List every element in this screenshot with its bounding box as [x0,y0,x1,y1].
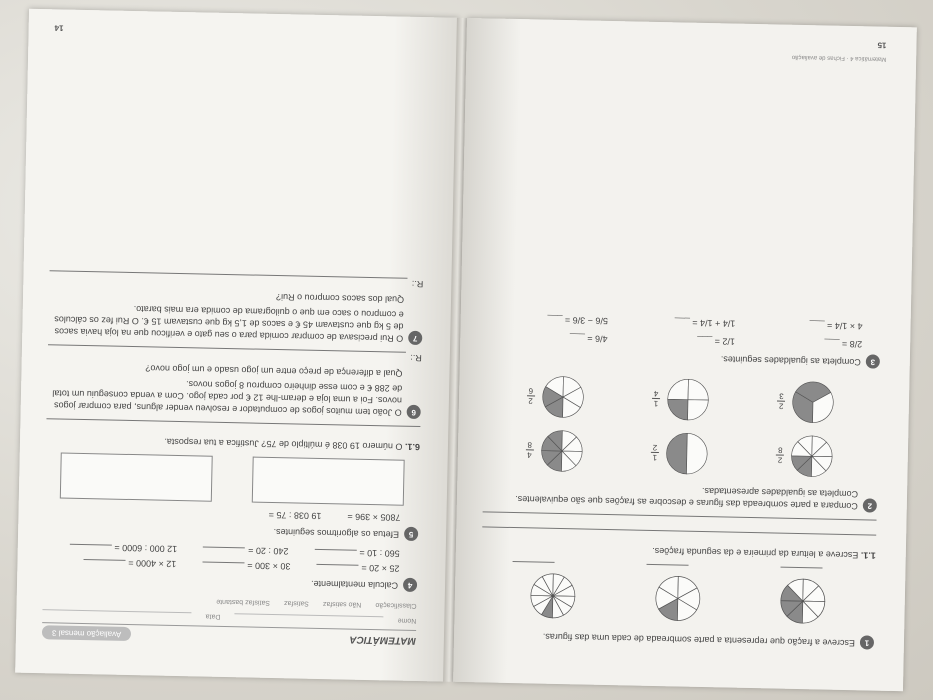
question-text: Escreve a fração que representa a parte sombreada de cada uma das figuras. [542,631,856,649]
date-label: Data [205,612,221,620]
question-text: Calcula mentalmente. [310,578,399,591]
answer-blank[interactable] [69,544,111,546]
fraction-bar [777,401,785,402]
right-page-content [480,40,887,656]
question-number: 3 [866,354,880,368]
pie-figure [662,429,711,478]
fraction-label [777,392,785,411]
calc-item: 30 × 300 = [202,559,290,573]
shaded-sector [667,399,688,420]
open-workbook [15,9,917,691]
algorithm-item: 7805 × 396 = [347,511,401,523]
fraction-label [527,387,535,406]
fraction-label [651,443,659,462]
question-7 [48,301,423,345]
answer-blank[interactable] [202,562,244,564]
algorithm-item: 19 038 : 75 = [268,509,322,522]
grade-label: Classificação [375,601,417,610]
question-number: 7 [408,331,422,345]
fraction-label [525,441,533,460]
fraction-pie-cell [497,426,613,476]
right-page [453,18,917,691]
left-page-content [42,23,428,647]
denominator: 6 [528,386,534,396]
shaded-sector [666,433,687,474]
numerator: 2 [778,402,784,412]
pie-figure [527,569,580,622]
work-boxes [45,452,420,506]
calc-item: 12 000 : 6000 = [69,541,177,555]
fraction-pie-cell [624,374,740,424]
answer-blank[interactable] [316,564,358,566]
pie-figure [788,432,837,481]
left-page [15,9,459,682]
fraction-pie-cell [499,372,615,422]
fraction-bar [652,398,660,399]
answer-blank[interactable] [781,567,823,569]
question-number: 5 [404,527,418,541]
pie-figure [651,572,704,625]
question-text: O Rui precisava de comprar comida para o seu gato e verificou que na loja havia sacos de 5 kg que custavam 45 € e sacos de 1,5 kg que custavam 15 €. O Rui fez os cálculos e comprou o saco em que o quilograma de comida era mais barato. [54,304,404,344]
blank-sector [686,433,707,474]
page-header [42,622,416,647]
answer-blank[interactable] [314,549,356,551]
pie-figure [789,378,838,427]
assessment-badge: Avaliação mensal 3 [42,625,132,641]
fraction-label [776,446,784,465]
fraction-label [652,389,660,408]
fraction-bar [527,396,535,397]
question-number: 1 [860,635,874,649]
answer-blank[interactable] [83,559,125,561]
pie-figure [538,373,587,422]
grade-option: Satisfaz [283,599,309,607]
fraction-figures-row [480,564,875,632]
subject-title: MATEMÁTICA [349,633,417,647]
answer-blank[interactable] [513,561,555,563]
equality-item[interactable]: 1/2 = ___ [697,335,736,347]
question-number: 2 [863,498,877,512]
name-label: Nome [397,616,417,625]
numerator: 2 [777,456,783,466]
grade-option: Satisfaz bastante [216,597,271,606]
question-2 [483,480,877,512]
date-line[interactable] [42,609,191,621]
equivalent-fractions-grid [483,367,879,485]
fraction-pie-cell [748,431,864,481]
work-box[interactable] [60,453,213,502]
blank-sector [688,400,709,421]
denominator: 3 [779,392,784,402]
denominator: 2 [652,443,658,453]
fraction-bar [651,452,659,453]
pie-figure [537,427,586,476]
denominator: 8 [527,440,533,450]
numerator: 1 [652,453,658,463]
denominator: 4 [653,389,659,399]
numerator: 2 [528,396,533,406]
calc-item: 560 : 10 = [314,546,400,560]
equality-item[interactable]: 4 × 1/4 = ___ [809,320,863,332]
equalities [486,312,881,350]
answer-label: R.: [410,352,422,364]
blank-sector [668,379,689,400]
answer-label: R.: [411,278,424,290]
numerator: 4 [527,450,532,460]
equality-item[interactable]: 4/6 = ___ [569,333,608,344]
numerator: 1 [653,399,659,409]
answer-blank[interactable] [647,564,689,566]
calc-item: 12 × 4000 = [83,556,176,570]
publisher-footer: Matemática 4 · Fichas de avaliação [791,53,887,62]
page-number: 15 [877,40,887,50]
question-prompt: Qual dos sacos comprou o Rui? [275,292,405,305]
fraction-bar [776,455,784,456]
question-number: 6 [407,405,421,419]
calc-item: 25 × 20 = [316,561,399,575]
work-box[interactable] [252,457,405,506]
fraction-pie-cell [623,428,739,478]
question-text: 1.1. Escreve a leitura da primeira e da segunda frações. [652,545,876,561]
equality-item[interactable]: 2/8 = ___ [824,338,863,350]
grade-option: Não satisfaz [322,600,362,608]
pie-figure [776,575,829,628]
answer-blank[interactable] [203,547,245,549]
question-3 [486,346,880,368]
fraction-bar [526,450,534,451]
equality-item[interactable]: 5/6 − 3/6 = ___ [547,314,609,326]
question-prompt: Qual a diferença de preço entre um jogo usado e um jogo novo? [145,363,403,379]
calc-item: 240 : 20 = [203,544,289,558]
question-number: 4 [403,578,417,592]
question-text: 6.1. O número 19 038 é múltiplo de 75? Justifica a tua resposta. [164,436,421,453]
question-text: Compara a parte sombreada das figuras e descobre as frações que são equivalentes. Completa as igualdades apresentadas. [515,485,859,512]
equality-item[interactable]: 1/4 + 1/4 = ___ [674,317,736,329]
question-text: O João tem muitos jogos de computador e resolveu vender alguns, para comprar jogos novos. Foi a uma loja e deram-lhe 12 € por cada jogo. Com a venda conseguiu um total de 288 € e com esse dinheiro comprou 8 jogos novos. [52,379,403,418]
fraction-pie-cell [749,377,865,427]
name-line[interactable] [234,613,383,625]
page-number: 14 [54,23,64,33]
question-text: Completa as igualdades seguintes. [720,354,861,368]
pie-figure [664,375,713,424]
question-text: Efetua os algoritmos seguintes. [273,527,400,540]
denominator: 8 [777,446,783,456]
blank-sector [688,379,709,400]
question-6 [47,375,422,419]
question-6-1 [46,433,420,453]
